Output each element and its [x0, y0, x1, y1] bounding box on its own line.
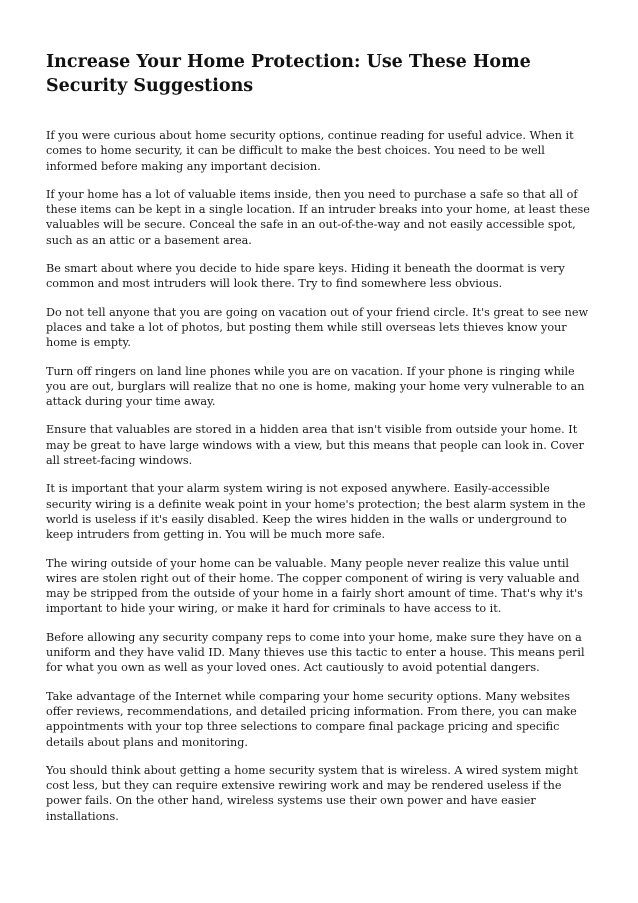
paragraph: Turn off ringers on land line phones while you are on vacation. If your phone is ringing while you are out, burglars will realize that no one is home, making your home very vulnerable to an attack during your time away. [46, 364, 585, 409]
document-body [46, 128, 592, 824]
paragraph: Ensure that valuables are stored in a hidden area that isn't visible from outside your home. It may be great to have large windows with a view, but this means that people can look in. Cover all street-facing windows. [46, 423, 584, 468]
paragraph: Take advantage of the Internet while comparing your home security options. Many websites offer reviews, recommendations, and detailed pricing information. From there, you can make appointments with your top three selections to compare final package pricing and specific details about plans and monitoring. [46, 689, 577, 749]
paragraph: You should think about getting a home security system that is wireless. A wired system might cost less, but they can require extensive rewiring work and may be rendered useless if the power fails. On the other hand, wireless systems use their own power and have easier installations. [46, 763, 579, 823]
paragraph: If your home has a lot of valuable items inside, then you need to purchase a safe so that all of these items can be kept in a single location. If an intruder breaks into your home, at least these valuables will be secure. Conceal the safe in an out-of-the-way and not easily accessible spot, such as an attic or a basement area. [46, 187, 590, 247]
document-page [46, 50, 592, 837]
paragraph: If you were curious about home security options, continue reading for useful advice. When it comes to home security, it can be difficult to make the best choices. You need to be well informed before making any important decision. [46, 129, 574, 173]
paragraph: Do not tell anyone that you are going on vacation out of your friend circle. It's great to see new places and take a lot of photos, but posting them while still overseas lets thieves know your home is empty. [46, 305, 589, 350]
paragraph: The wiring outside of your home can be valuable. Many people never realize this value until wires are stolen right out of their home. The copper component of wiring is very valuable and may be stripped from the outside of your home in a fairly short amount of time. That's why it's important to hide your wiring, or make it hard for criminals to have access to it. [46, 556, 583, 616]
paragraph: It is important that your alarm system wiring is not exposed anywhere. Easily-accessible security wiring is a definite weak point in your home's protection; the best alarm system in the world is useless if it's easily disabled. Keep the wires hidden in the walls or underground to keep intruders from getting in. You will be much more safe. [46, 482, 586, 542]
paragraph: Before allowing any security company reps to come into your home, make sure they have on a uniform and they have valid ID. Many thieves use this tactic to enter a house. This means peril for what you own as well as your loved ones. Act cautiously to avoid potential dangers. [46, 630, 585, 675]
document-title: Increase Your Home Protection: Use These Home Security Suggestions [46, 52, 531, 96]
paragraph: Be smart about where you decide to hide spare keys. Hiding it beneath the doormat is very common and most intruders will look there. Try to find somewhere less obvious. [46, 262, 565, 291]
